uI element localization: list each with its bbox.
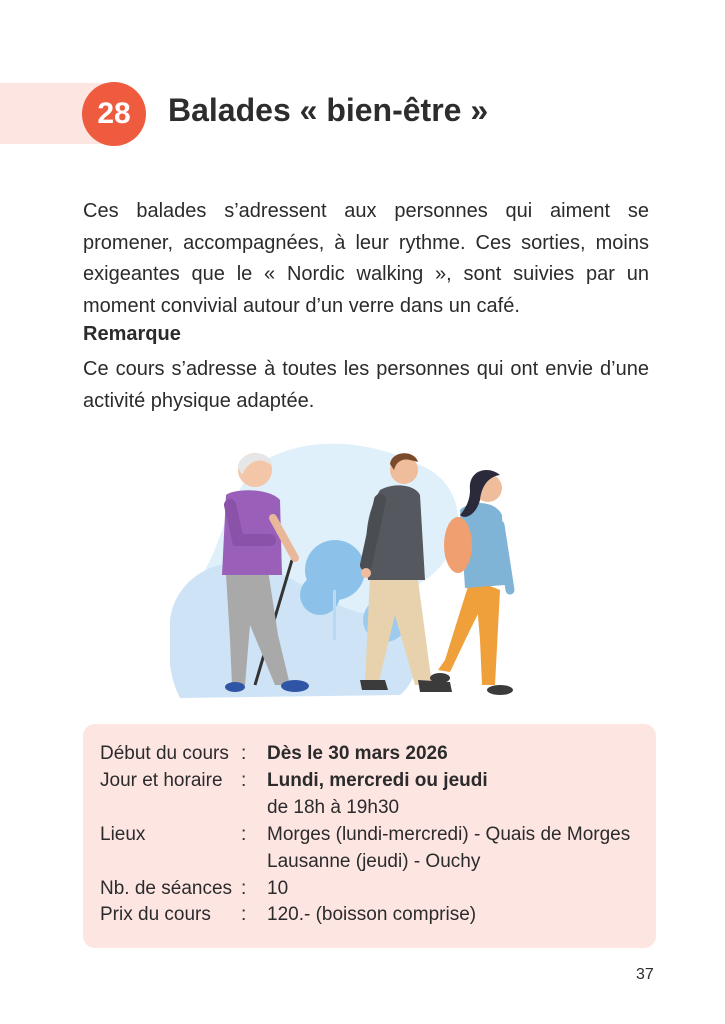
remark-paragraph: Ce cours s’adresse à toutes les personnes qui ont envie d’une activité physique adaptée. [83,358,649,412]
start-colon: : [241,743,247,764]
sessions-value: 10 [267,878,289,899]
price-label: Prix du cours [100,904,211,925]
section-number-badge [82,82,146,146]
course-info-box [83,724,656,948]
intro-paragraph: Ces balades s’adressent aux personnes qui aiment se promener, accompagnées, à leur rythme. Ces sorties, moins exigeantes que le « Nordic walking », sont suivies par un moment convivial autour d’un verre dans un café. [83,200,649,317]
place-1: Morges (lundi-mercredi) - Quais de Morges [267,824,631,845]
price-value: 120.- (boisson comprise) [267,904,477,925]
schedule-time: de 18h à 19h30 [267,797,400,818]
sessions-colon: : [241,878,247,899]
sessions-label: Nb. de séances [100,878,233,899]
places-label: Lieux [100,824,146,845]
page-number: 37 [636,966,654,983]
start-value: Dès le 30 mars 2026 [267,743,448,764]
price-colon: : [241,904,247,925]
section-number: 28 [97,97,131,130]
schedule-label: Jour et horaire [100,770,223,791]
page-title: Balades « bien-être » [168,92,489,128]
remark-heading: Remarque [83,323,181,345]
place-2: Lausanne (jeudi) - Ouchy [267,851,481,872]
schedule-days: Lundi, mercredi ou jeudi [267,770,488,791]
people-walking-illustration [170,440,540,710]
start-label: Début du cours [100,743,229,764]
places-colon: : [241,824,247,845]
schedule-colon: : [241,770,247,791]
